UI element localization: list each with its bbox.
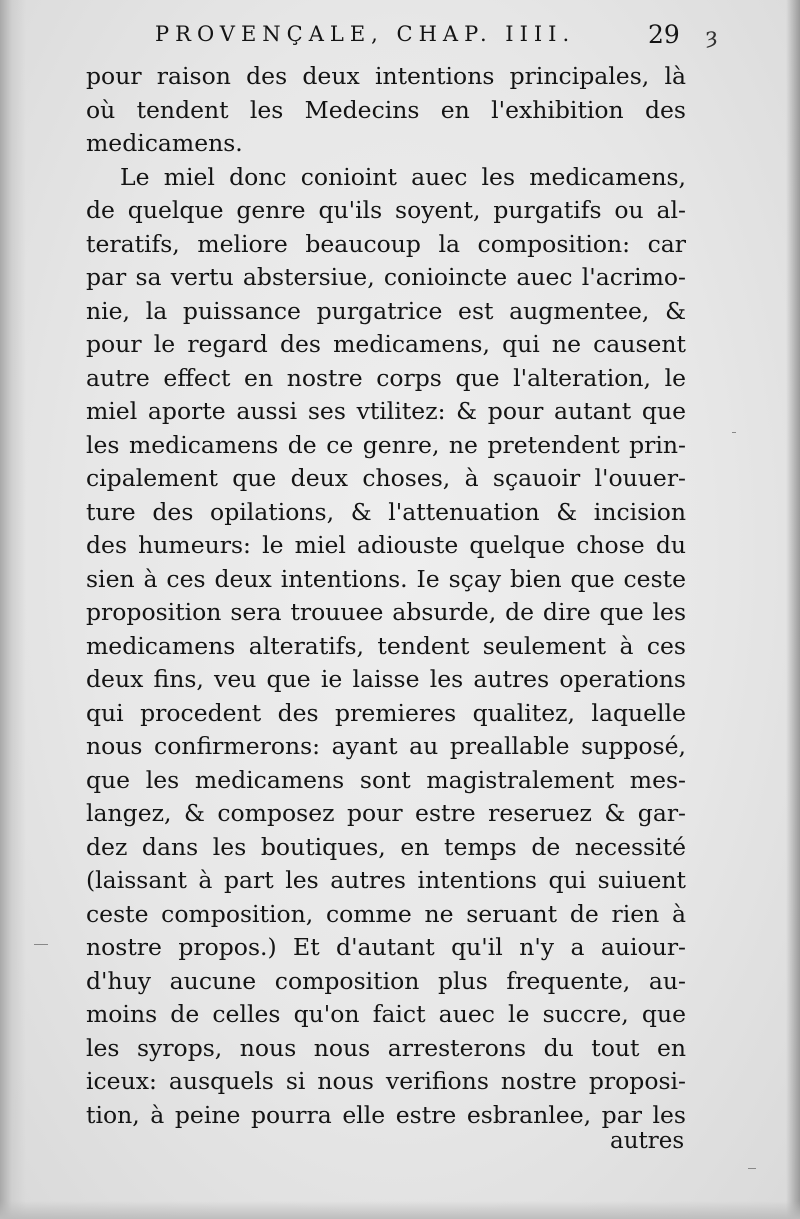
text-line: des humeurs: le miel adiouste quelque chose du [86,531,686,559]
text-line: medicamens. [86,129,243,157]
catchword: autres [610,1128,685,1154]
text-line: où tendent les Medecins en l'exhibition des [86,95,686,124]
text-line: pour raison des deux intentions principales, là [86,62,686,90]
text-line: les medicamens de ce genre, ne pretendent prin- [86,430,686,459]
text-line: moins de celles qu'on faict auec le succre, que [86,1000,686,1028]
text-line: dez dans les boutiques, en temps de necessité [86,832,686,861]
body-text [86,60,686,1132]
page-edge-shadow [786,0,800,1219]
text-line: langez, & composez pour estre reseruez & gar- [86,799,686,827]
text-line: autre effect en nostre corps que l'alteration, le [86,363,686,392]
text-line: medicamens alteratifs, tendent seulement à ces [86,631,686,660]
text-line: tion, à peine pourra elle estre esbranlee, par les [86,1100,686,1129]
text-line: (laissant à part les autres intentions qui suiuent [86,866,686,894]
page-gutter-shadow [0,0,26,1219]
margin-speck [748,1168,756,1169]
text-line: nostre propos.) Et d'autant qu'il n'y a auiour- [86,933,686,961]
text-line: d'huy aucune composition plus frequente, au- [86,966,686,995]
text-line: les syrops, nous nous arresterons du tout en [86,1033,686,1062]
running-title: PROVENÇALE, CHAP. IIII. [155,22,576,46]
text-line: ture des opilations, & l'attenuation & incision [86,497,686,526]
text-line: qui procedent des premieres qualitez, laquelle [86,698,686,727]
text-line: iceux: ausquels si nous verifions nostre proposi- [86,1067,686,1095]
page-bottom-shadow [0,1201,800,1219]
text-line: Le miel donc conioint auec les medicamens, [120,162,686,191]
text-line: proposition sera trouuee absurde, de dire que les [86,598,686,626]
text-line: que les medicamens sont magistralement mes- [86,765,686,794]
text-line: sien à ces deux intentions. Ie sçay bien que ceste [86,564,686,593]
text-line: pour le regard des medicamens, qui ne causent [86,330,686,358]
text-line: teratifs, meliore beaucoup la composition: car [86,229,686,258]
margin-mark [34,944,48,945]
text-line: nie, la puissance purgatrice est augmentee, & [86,296,686,325]
margin-speck [732,432,736,433]
text-line: ceste composition, comme ne seruant de rien à [86,899,686,928]
text-line: miel aporte aussi ses vtilitez: & pour autant que [86,397,686,425]
corner-mark: ȝ [706,24,718,49]
text-line: deux fins, veu que ie laisse les autres operations [86,665,686,693]
text-line: nous confirmerons: ayant au preallable supposé, [86,732,686,760]
text-line: de quelque genre qu'ils soyent, purgatifs ou al- [86,196,686,224]
page-number: 29 [648,20,680,49]
text-line: cipalement que deux choses, à sçauoir l'ouuer- [86,464,686,492]
text-line: par sa vertu abstersiue, conioincte auec l'acrimo- [86,263,686,291]
